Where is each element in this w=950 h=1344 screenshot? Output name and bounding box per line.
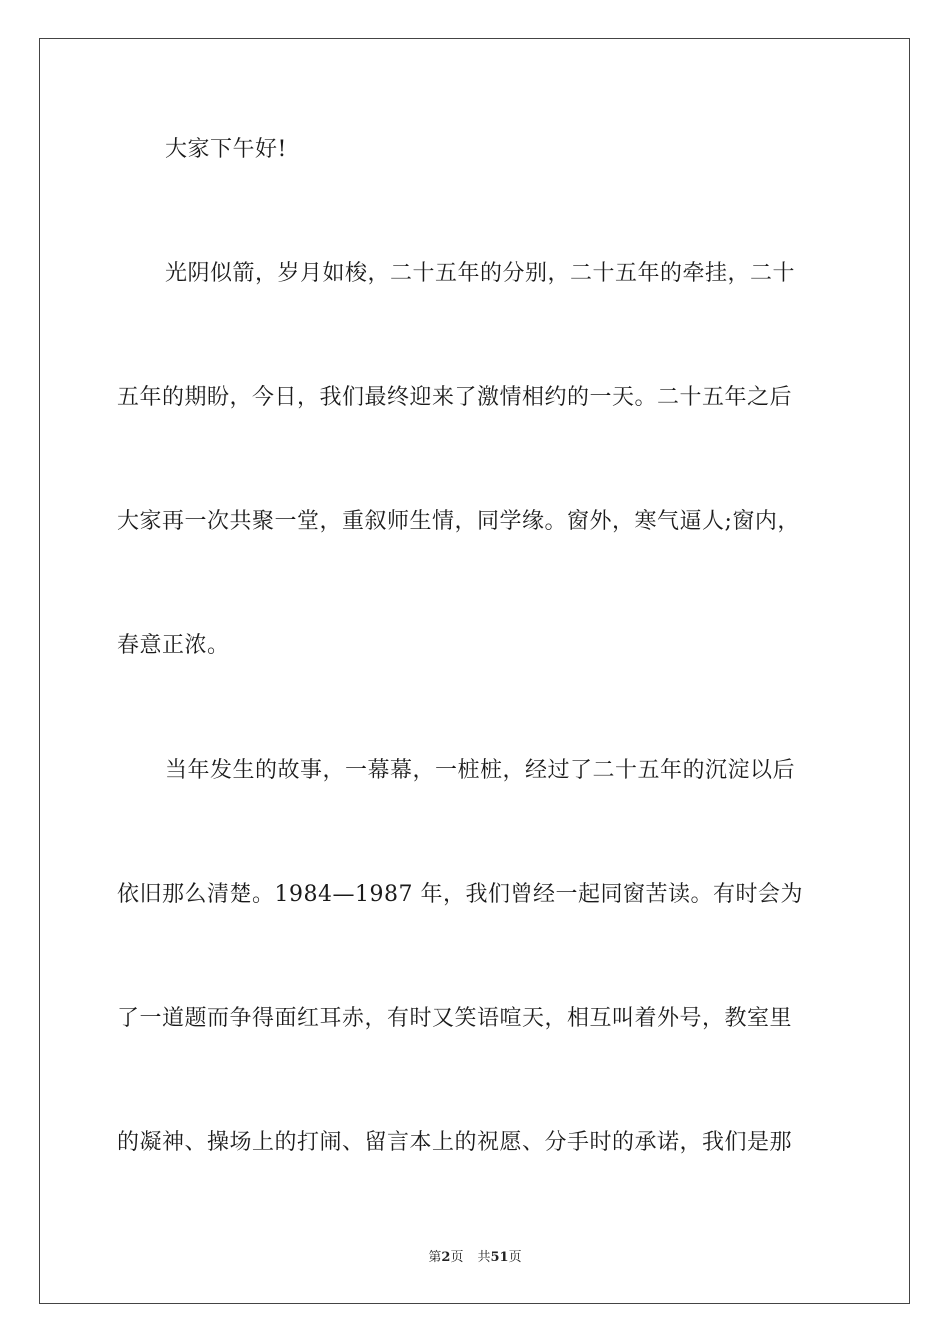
paragraph-1-line-1: 光阴似箭，岁月如梭，二十五年的分别，二十五年的牵挂，二十 (165, 261, 796, 286)
total-prefix: 共 (477, 1250, 491, 1265)
total-pages-indicator (477, 1250, 521, 1265)
page-prefix: 第 (428, 1250, 442, 1265)
page-number: 2 (441, 1250, 451, 1265)
page-border (39, 38, 910, 1304)
paragraph-1-line-2: 五年的期盼，今日，我们最终迎来了激情相约的一天。二十五年之后 (117, 385, 793, 410)
greeting-line: 大家下午好! (165, 137, 287, 162)
total-pages: 51 (490, 1250, 509, 1265)
paragraph-1-line-4: 春意正浓。 (117, 633, 230, 658)
page-indicator (428, 1250, 463, 1265)
page-suffix: 页 (450, 1250, 464, 1265)
total-suffix: 页 (508, 1250, 522, 1265)
page-footer (0, 1246, 950, 1265)
paragraph-2-line-2: 依旧那么清楚。1984—1987 年，我们曾经一起同窗苦读。有时会为 (117, 882, 803, 907)
paragraph-2-line-3: 了一道题而争得面红耳赤，有时又笑语喧天，相互叫着外号，教室里 (117, 1006, 793, 1031)
paragraph-2-line-4: 的凝神、操场上的打闹、留言本上的祝愿、分手时的承诺，我们是那 (117, 1130, 793, 1155)
paragraph-2-line-1: 当年发生的故事，一幕幕，一桩桩，经过了二十五年的沉淀以后 (165, 758, 796, 783)
paragraph-1-line-3: 大家再一次共聚一堂，重叙师生情，同学缘。窗外，寒气逼人;窗内， (117, 509, 800, 534)
